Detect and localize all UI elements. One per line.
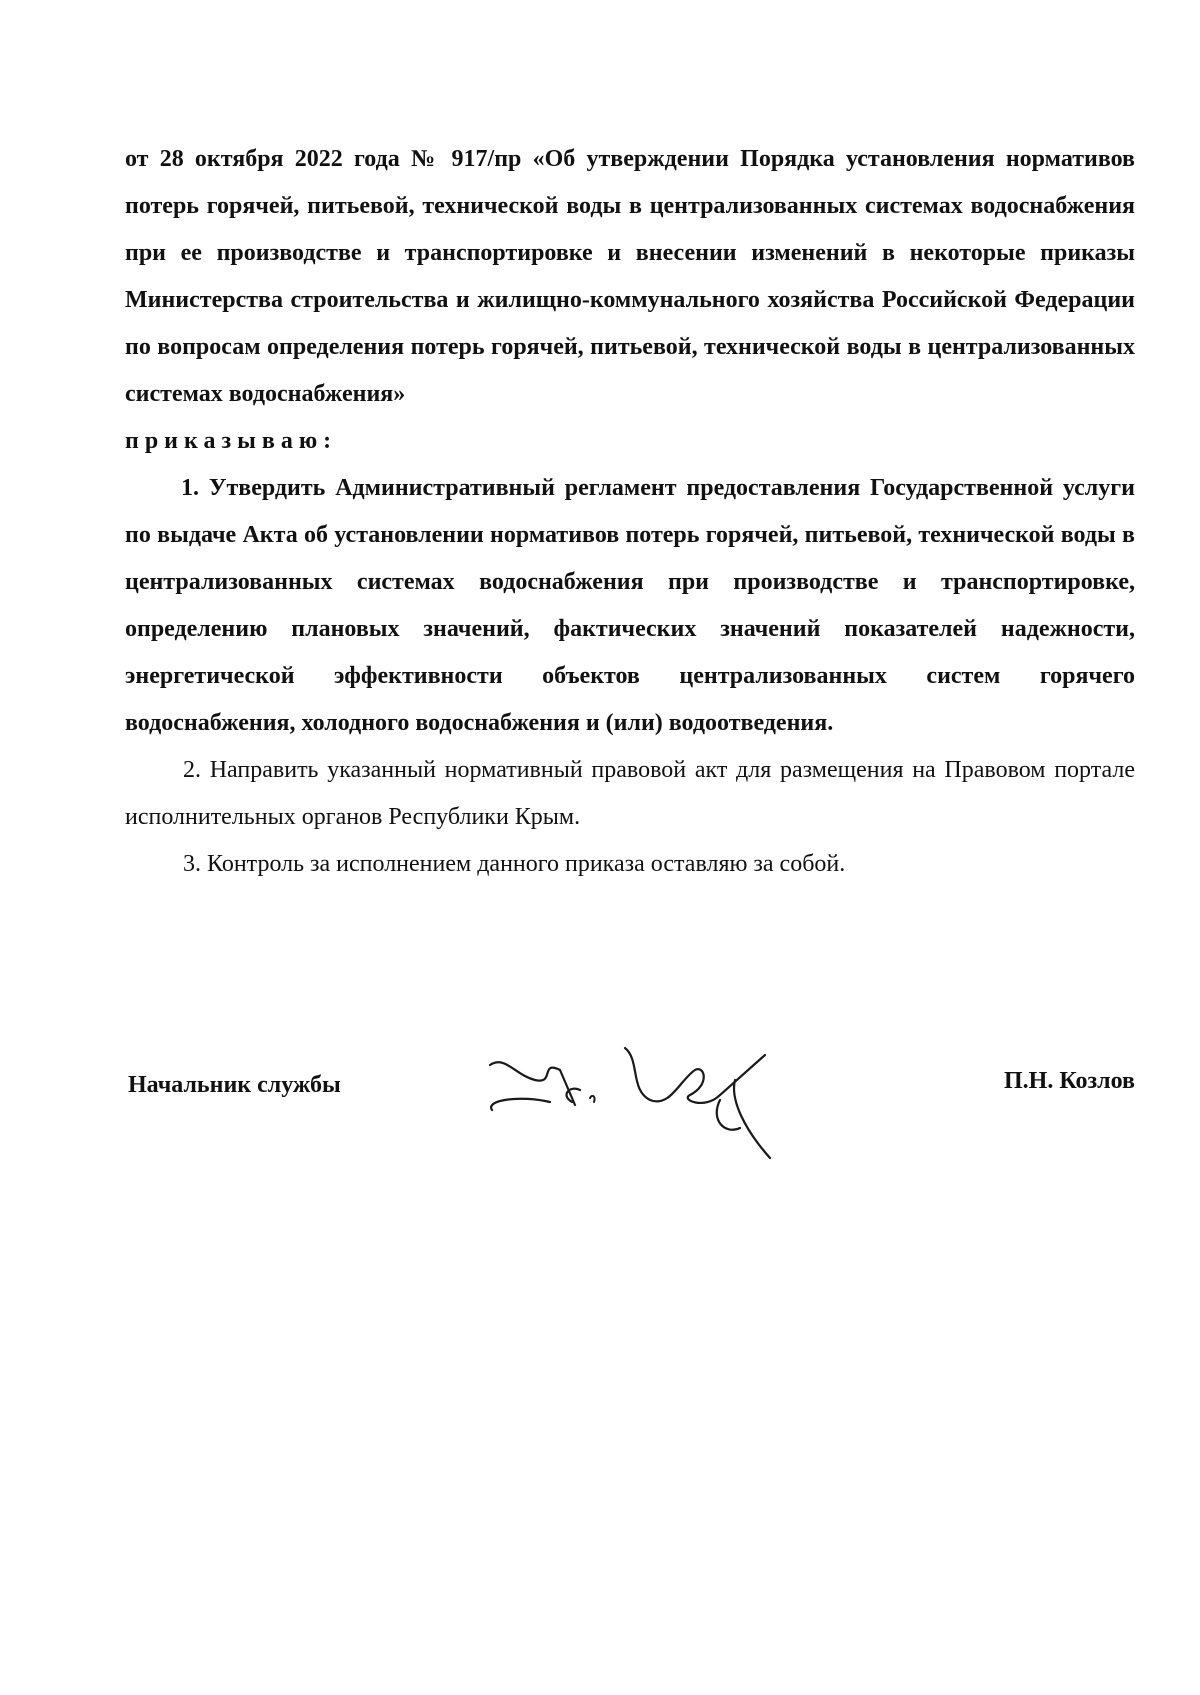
signature-block [125,1040,1135,1160]
signer-name: П.Н. Козлов [1003,1068,1135,1094]
order-item-2: 2. Направить указанный нормативный правовой акт для размещения на Правовом портале исполнительных органов Республики Крым. [125,757,1135,830]
handwritten-signature [480,1040,800,1160]
intro-paragraph: от 28 октября 2022 года № 917/пр «Об утверждении Порядка установления нормативов потерь горячей, питьевой, технической воды в централизованных системах водоснабжения при ее производстве и транспортировке и внесении изменений в некоторые приказы Министерства строительства и жилищно-коммунального хозяйства Российской Федерации по вопросам определения потерь горячей, питьевой, технической воды в централизованных системах водоснабжения» [125,146,1135,407]
position-title: Начальник службы [128,1072,341,1098]
order-word: приказываю: [125,428,338,454]
order-item-1: 1. Утвердить Административный регламент предоставления Государственной услуги по выдаче Акта об установлении нормативов потерь горячей, питьевой, технической воды в централизованных системах водоснабжения при производстве и транспортировке, определению плановых значений, фактических значений показателей надежности, энергетической эффективности объектов централизованных систем горячего водоснабжения, холодного водоснабжения и (или) водоотведения. [125,475,1135,736]
order-item-3: 3. Контроль за исполнением данного приказа оставляю за собой. [183,851,846,877]
document-body [125,136,1135,888]
